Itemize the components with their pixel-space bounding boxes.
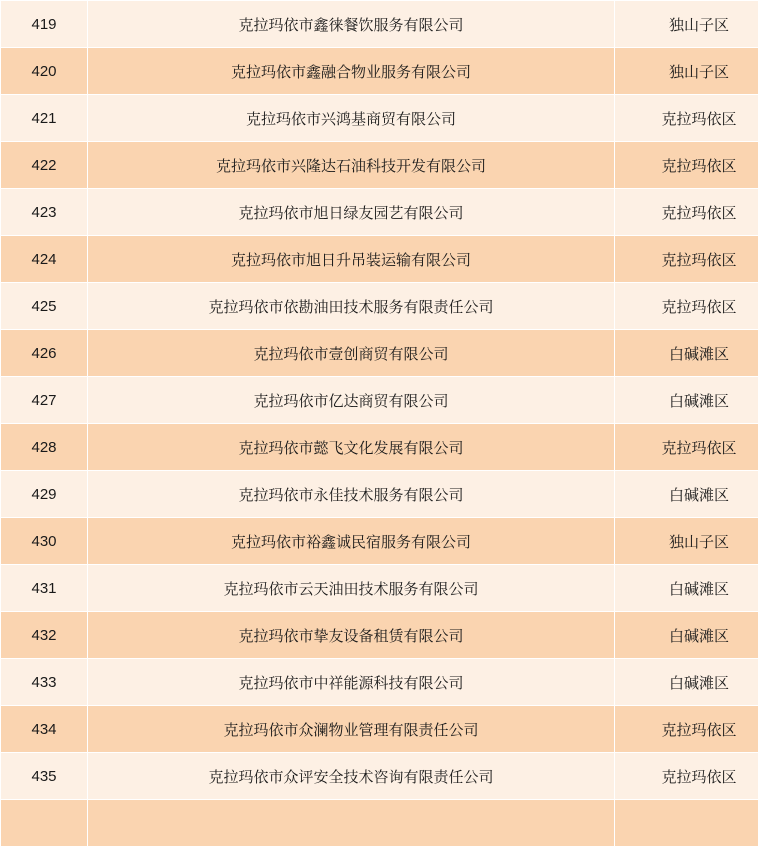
- table-row: [1, 471, 758, 518]
- table-row: [1, 706, 758, 753]
- district-cell: 独山子区: [615, 518, 758, 565]
- table-row: [1, 283, 758, 330]
- district-cell: 克拉玛依区: [615, 283, 758, 330]
- company-name-cell: 克拉玛依市云天油田技术服务有限公司: [88, 565, 615, 612]
- district-cell: 白碱滩区: [615, 471, 758, 518]
- company-name-cell: 克拉玛依市兴鸿基商贸有限公司: [88, 95, 615, 142]
- table-row: [1, 518, 758, 565]
- company-name-cell: 克拉玛依市懿飞文化发展有限公司: [88, 424, 615, 471]
- district-cell: 克拉玛依区: [615, 753, 758, 800]
- company-name-cell: 克拉玛依市旭日绿友园艺有限公司: [88, 189, 615, 236]
- table-row: [1, 424, 758, 471]
- row-index-cell: 433: [1, 659, 88, 706]
- row-index-cell: 419: [1, 1, 88, 48]
- row-index-cell: 429: [1, 471, 88, 518]
- partial-cell: [88, 800, 615, 847]
- row-index-cell: 423: [1, 189, 88, 236]
- table-row: [1, 142, 758, 189]
- table-body: [1, 1, 758, 847]
- row-index-cell: 430: [1, 518, 88, 565]
- partial-cell: [1, 800, 88, 847]
- district-cell: 克拉玛依区: [615, 189, 758, 236]
- row-index-cell: 431: [1, 565, 88, 612]
- table-row: [1, 48, 758, 95]
- table-row: [1, 659, 758, 706]
- district-cell: 克拉玛依区: [615, 424, 758, 471]
- table-row: [1, 377, 758, 424]
- row-index-cell: 428: [1, 424, 88, 471]
- table-row: [1, 189, 758, 236]
- row-index-cell: 425: [1, 283, 88, 330]
- company-name-cell: 克拉玛依市旭日升吊装运输有限公司: [88, 236, 615, 283]
- company-name-cell: 克拉玛依市鑫融合物业服务有限公司: [88, 48, 615, 95]
- district-cell: 白碱滩区: [615, 565, 758, 612]
- row-index-cell: 427: [1, 377, 88, 424]
- district-cell: 白碱滩区: [615, 330, 758, 377]
- row-index-cell: 424: [1, 236, 88, 283]
- table-row: [1, 753, 758, 800]
- district-cell: 独山子区: [615, 48, 758, 95]
- row-index-cell: 435: [1, 753, 88, 800]
- company-name-cell: 克拉玛依市鑫徕餐饮服务有限公司: [88, 1, 615, 48]
- company-name-cell: 克拉玛依市壹创商贸有限公司: [88, 330, 615, 377]
- district-cell: 独山子区: [615, 1, 758, 48]
- district-cell: 白碱滩区: [615, 377, 758, 424]
- table-row: [1, 95, 758, 142]
- company-name-cell: 克拉玛依市挚友设备租赁有限公司: [88, 612, 615, 659]
- table-row: [1, 612, 758, 659]
- row-index-cell: 420: [1, 48, 88, 95]
- company-name-cell: 克拉玛依市兴隆达石油科技开发有限公司: [88, 142, 615, 189]
- row-index-cell: 421: [1, 95, 88, 142]
- row-index-cell: 422: [1, 142, 88, 189]
- company-name-cell: 克拉玛依市众澜物业管理有限责任公司: [88, 706, 615, 753]
- table-row: [1, 1, 758, 48]
- row-index-cell: 432: [1, 612, 88, 659]
- partial-cell: [615, 800, 758, 847]
- company-name-cell: 克拉玛依市依勘油田技术服务有限责任公司: [88, 283, 615, 330]
- district-cell: 克拉玛依区: [615, 95, 758, 142]
- row-index-cell: 426: [1, 330, 88, 377]
- company-name-cell: 克拉玛依市裕鑫诚民宿服务有限公司: [88, 518, 615, 565]
- company-name-cell: 克拉玛依市中祥能源科技有限公司: [88, 659, 615, 706]
- district-cell: 白碱滩区: [615, 612, 758, 659]
- company-name-cell: 克拉玛依市众评安全技术咨询有限责任公司: [88, 753, 615, 800]
- district-cell: 克拉玛依区: [615, 706, 758, 753]
- district-cell: 克拉玛依区: [615, 236, 758, 283]
- table-row: [1, 330, 758, 377]
- table-row: [1, 236, 758, 283]
- company-name-cell: 克拉玛依市永佳技术服务有限公司: [88, 471, 615, 518]
- table-row: [1, 565, 758, 612]
- company-name-cell: 克拉玛依市亿达商贸有限公司: [88, 377, 615, 424]
- table-row-partial: [1, 800, 758, 847]
- district-cell: 克拉玛依区: [615, 142, 758, 189]
- row-index-cell: 434: [1, 706, 88, 753]
- district-cell: 白碱滩区: [615, 659, 758, 706]
